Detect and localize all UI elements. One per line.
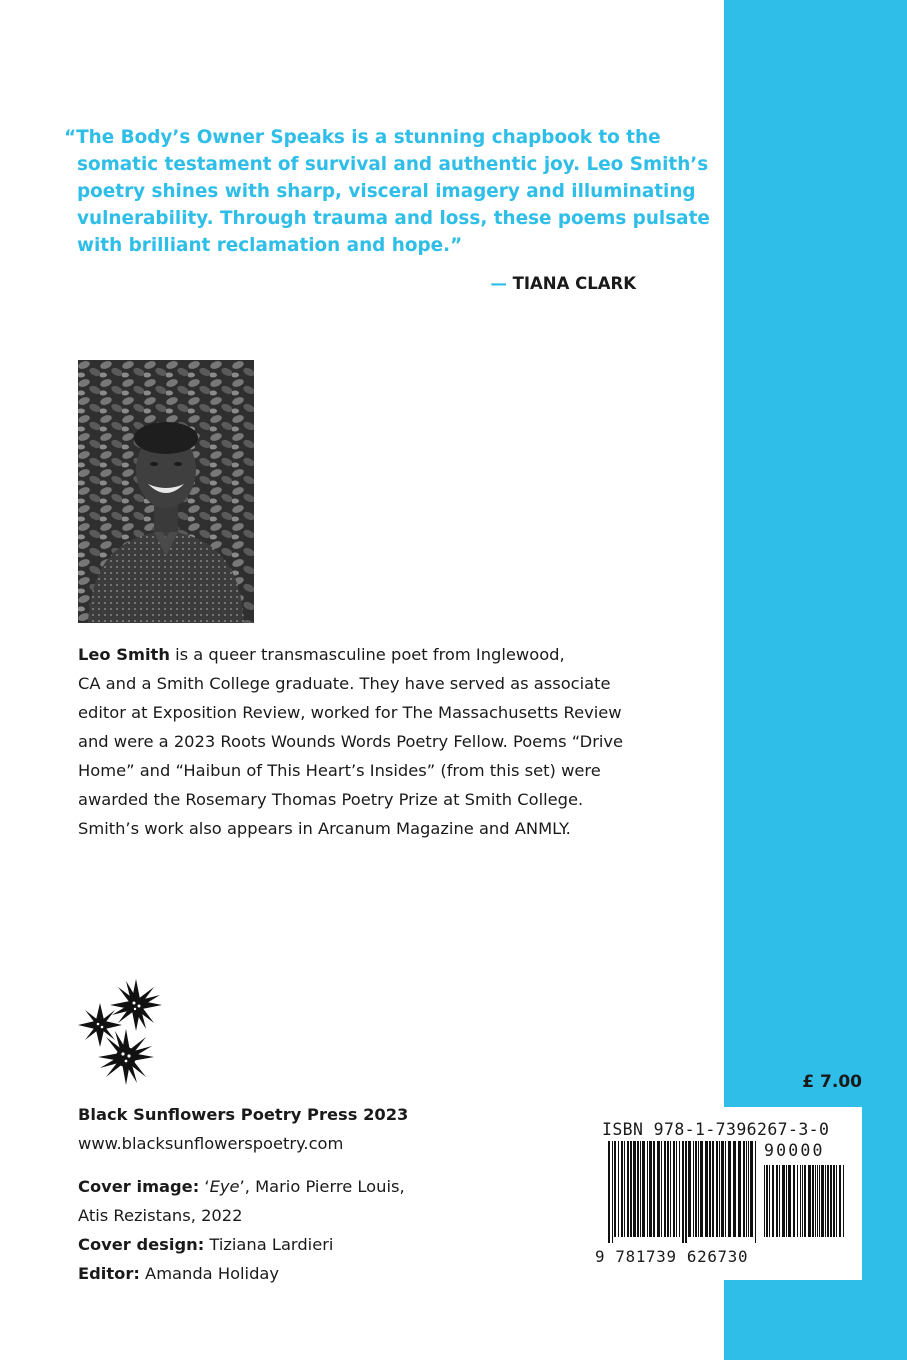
quote-line: somatic testament of survival and authentic joy. Leo Smith’s — [77, 154, 709, 175]
barcode-bar — [705, 1141, 708, 1237]
author-portrait — [78, 360, 254, 623]
barcode-bar — [800, 1165, 801, 1237]
barcode-bar — [733, 1141, 736, 1237]
quote-attribution — [470, 274, 636, 293]
credit-text: Amanda Holiday — [139, 1264, 280, 1283]
price: £ 7.00 — [802, 1072, 862, 1092]
barcode-bar — [802, 1165, 803, 1237]
barcode-bar — [685, 1141, 687, 1243]
barcode-bar — [682, 1141, 684, 1243]
attribution-author: TIANA CLARK — [512, 274, 636, 293]
barcode-bar — [786, 1165, 787, 1237]
quote-line: “The Body’s Owner Speaks is a stunning chapbook to the — [64, 127, 661, 148]
barcode-bar — [640, 1141, 641, 1237]
quote-line: vulnerability. Through trauma and loss, these poems pulsate — [77, 208, 710, 229]
barcode-bar — [649, 1141, 652, 1237]
bio-line: CA and a Smith College graduate. They have served as associate — [78, 674, 611, 693]
barcode-bar — [769, 1165, 770, 1237]
barcode-bar — [772, 1165, 774, 1237]
barcode-bar — [700, 1141, 703, 1237]
barcode-bar — [766, 1165, 768, 1237]
barcode-bar — [661, 1141, 662, 1237]
credit-label: Cover image: — [78, 1177, 200, 1196]
barcode-bar — [664, 1141, 666, 1237]
bio-line — [78, 640, 678, 669]
barcode-bar — [673, 1141, 675, 1237]
barcode-bar — [630, 1141, 632, 1237]
barcode-bar — [819, 1165, 820, 1237]
attribution-dash: — — [490, 274, 507, 293]
barcode-bar — [821, 1165, 824, 1237]
barcode-bar — [679, 1141, 680, 1237]
bio-line: Smith’s work also appears in Arcanum Magazine and ANMLY. — [78, 819, 571, 838]
isbn-text: ISBN 978-1-7396267-3-0 — [602, 1120, 830, 1139]
barcode-bar — [608, 1141, 610, 1243]
barcode-bar — [788, 1165, 791, 1237]
author-name: Leo Smith — [78, 645, 170, 664]
barcode-bar — [721, 1141, 724, 1237]
barcode-bar — [827, 1165, 829, 1237]
barcode-bar — [836, 1165, 837, 1237]
barcode-bar — [725, 1141, 726, 1237]
barcode-bar — [695, 1141, 697, 1237]
barcode-bar — [719, 1141, 720, 1237]
barcode-bar — [688, 1141, 691, 1237]
barcode-bar — [709, 1141, 711, 1237]
barcode-bar — [612, 1141, 613, 1243]
barcode-bar — [843, 1165, 844, 1237]
barcode-bar — [804, 1165, 806, 1237]
barcode-bar — [637, 1141, 639, 1237]
quote-line: with brilliant reclamation and hope.” — [77, 235, 463, 256]
credit-editor — [78, 1259, 405, 1288]
barcode-bar — [642, 1141, 645, 1237]
barcode-bar — [797, 1165, 798, 1237]
barcode-bar — [779, 1165, 780, 1237]
barcode-bar — [627, 1141, 629, 1237]
barcode-bar — [633, 1141, 636, 1237]
credit-title: Eye — [209, 1177, 240, 1196]
blurb-quote — [64, 124, 710, 259]
bio-line: and were a 2023 Roots Wounds Words Poetry Fellow. Poems “Drive — [78, 732, 624, 751]
credit-text: Tiziana Lardieri — [204, 1235, 334, 1254]
credit-cover-image-line2: Atis Rezistans, 2022 — [78, 1206, 243, 1225]
barcode-bar — [647, 1141, 648, 1237]
quote-line: poetry shines with sharp, visceral imagery and illuminating — [77, 181, 696, 202]
barcode-bar — [618, 1141, 619, 1237]
barcode-bar — [825, 1165, 826, 1237]
barcode-bar — [776, 1165, 778, 1237]
barcode-bar — [833, 1165, 835, 1237]
credit-label: Cover design: — [78, 1235, 205, 1254]
barcode-bar — [817, 1165, 818, 1237]
barcode-bar — [676, 1141, 677, 1237]
barcode-bar — [782, 1165, 785, 1237]
barcode-bar — [738, 1141, 741, 1237]
publisher-info — [78, 1100, 408, 1158]
barcode-bar — [808, 1165, 811, 1237]
barcode-bar — [750, 1141, 753, 1237]
author-photo — [78, 360, 254, 623]
publisher-url: www.blacksunflowerspoetry.com — [78, 1134, 344, 1153]
credit-text: ’, Mario Pierre Louis, — [239, 1177, 405, 1196]
bio-line: Home” and “Haibun of This Heart’s Insides” (from this set) were — [78, 761, 601, 780]
credit-text: ‘ — [199, 1177, 210, 1196]
barcode-bar — [712, 1141, 714, 1237]
barcode-bar — [793, 1165, 795, 1237]
barcode-digits: 9 781739 626730 — [595, 1247, 749, 1266]
barcode-bar — [830, 1165, 832, 1237]
credit-cover-image — [78, 1172, 405, 1201]
barcode-bar — [815, 1165, 816, 1237]
barcode-bar — [621, 1141, 623, 1237]
barcode-bar — [755, 1141, 756, 1243]
barcode-bar — [839, 1165, 841, 1237]
barcode-bar — [624, 1141, 625, 1237]
barcode-bar — [653, 1141, 655, 1237]
barcode-bar — [698, 1141, 699, 1237]
barcode-bar — [657, 1141, 660, 1237]
sunflowers-logo-icon — [78, 975, 162, 1087]
publisher-name: Black Sunflowers Poetry Press 2023 — [78, 1105, 409, 1124]
barcode-bar — [716, 1141, 718, 1237]
barcode-bar — [812, 1165, 814, 1237]
barcode-addon: 90000 — [764, 1141, 825, 1160]
barcode-bar — [614, 1141, 616, 1237]
barcode-bar — [670, 1141, 671, 1237]
barcode-bar — [764, 1165, 765, 1237]
barcode-bar — [693, 1141, 694, 1237]
credits — [78, 1172, 405, 1288]
barcode-bar — [667, 1141, 669, 1237]
credit-label: Editor: — [78, 1264, 140, 1283]
credit-cover-design — [78, 1230, 405, 1259]
bio-text: is a queer transmasculine poet from Inglewood, — [169, 645, 565, 664]
barcode-bar — [728, 1141, 731, 1237]
barcode-bar — [746, 1141, 747, 1237]
barcode-bar — [748, 1141, 749, 1237]
barcode-bar — [743, 1141, 745, 1237]
bio-line: editor at Exposition Review, worked for The Massachusetts Review — [78, 703, 622, 722]
bio-line: awarded the Rosemary Thomas Poetry Prize at Smith College. — [78, 790, 584, 809]
isbn-barcode — [592, 1107, 862, 1280]
author-bio — [78, 640, 678, 843]
